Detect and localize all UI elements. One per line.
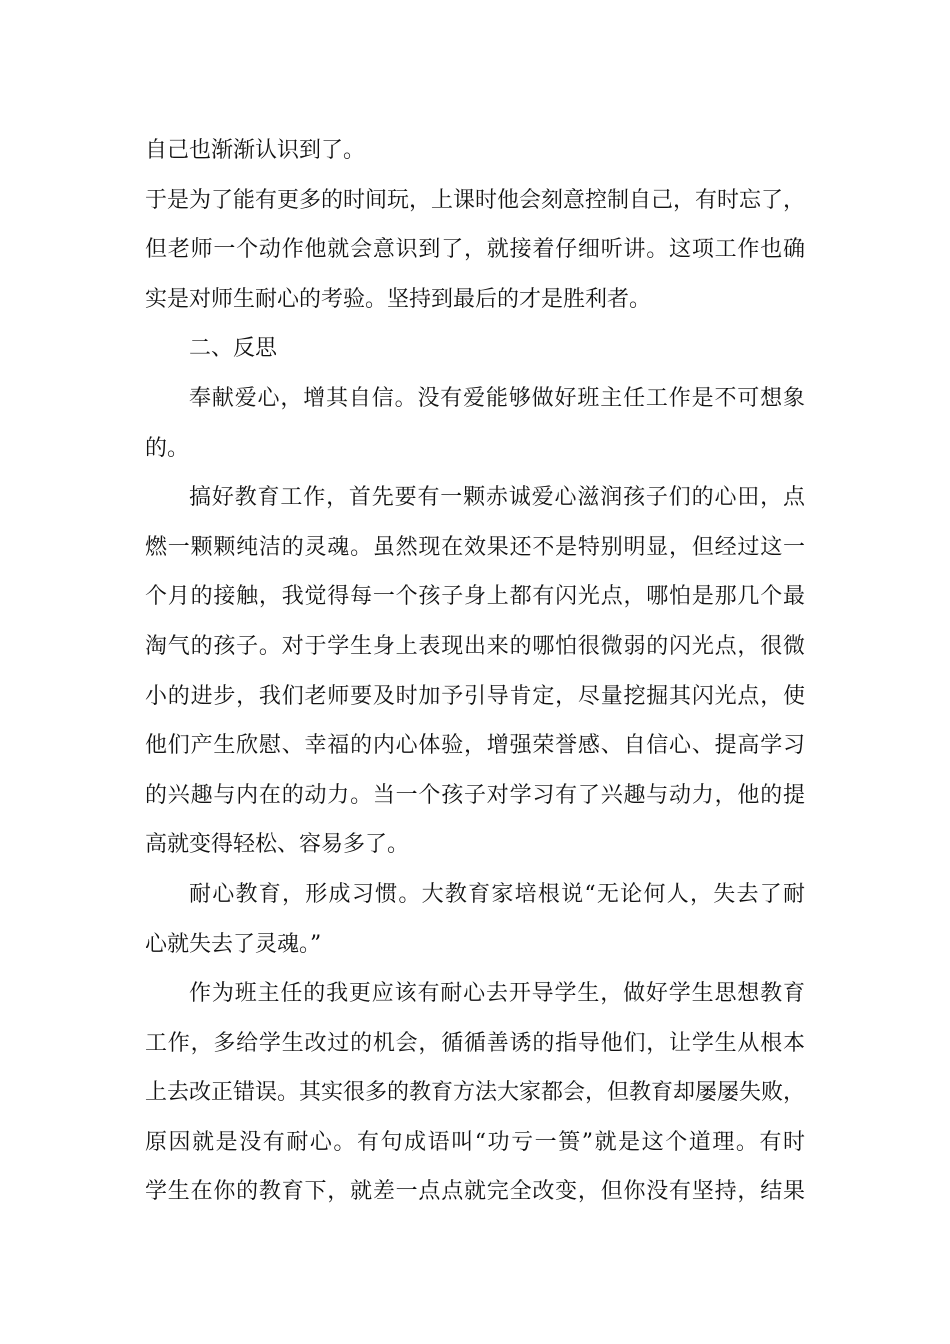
text-line: 小的进步，我们老师要及时加予引导肯定，尽量挖掘其闪光点，使 (145, 683, 805, 709)
text-line: 燃一颗颗纯洁的灵魂。虽然现在效果还不是特别明显，但经过这一 (145, 534, 805, 560)
text-line: 于是为了能有更多的时间玩，上课时他会刻意控制自己，有时忘了， (145, 187, 806, 213)
document-body (145, 126, 805, 1217)
text-line: 上去改正错误。其实很多的教育方法大家都会，但教育却屡屡失败， (145, 1080, 806, 1106)
text-line: 但老师一个动作他就会意识到了，就接着仔细听讲。这项工作也确 (145, 237, 805, 263)
text-line: 作为班主任的我更应该有耐心去开导学生，做好学生思想教育 (189, 981, 805, 1007)
text-line: 搞好教育工作，首先要有一颗赤诚爱心滋润孩子们的心田，点 (189, 485, 805, 511)
text-line: 自己也渐渐认识到了。 (145, 138, 366, 163)
text-line: 的。 (145, 435, 190, 461)
text-line: 奉献爱心，增其自信。没有爱能够做好班主任工作是不可想象 (189, 385, 805, 411)
text-line: 耐心教育，形成习惯。大教育家培根说“无论何人，失去了耐 (189, 881, 805, 907)
text-line: 的兴趣与内在的动力。当一个孩子对学习有了兴趣与动力，他的提 (145, 782, 805, 808)
text-line: 原因就是没有耐心。有句成语叫“功亏一篑”就是这个道理。有时 (145, 1129, 805, 1155)
text-line: 学生在你的教育下，就差一点点就完全改变，但你没有坚持，结果 (145, 1179, 805, 1205)
text-line: 淘气的孩子。对于学生身上表现出来的哪怕很微弱的闪光点，很微 (145, 633, 805, 659)
section-heading: 二、反思 (189, 336, 278, 362)
text-line: 他们产生欣慰、幸福的内心体验，增强荣誉感、自信心、提高学习 (145, 733, 805, 759)
text-line: 实是对师生耐心的考验。坚持到最后的才是胜利者。 (145, 286, 652, 312)
text-line: 心就失去了灵魂。” (145, 931, 322, 957)
text-line: 工作，多给学生改过的机会，循循善诱的指导他们，让学生从根本 (145, 1030, 805, 1056)
text-line: 高就变得轻松、容易多了。 (145, 832, 410, 858)
text-line: 个月的接触，我觉得每一个孩子身上都有闪光点，哪怕是那几个最 (145, 584, 805, 610)
